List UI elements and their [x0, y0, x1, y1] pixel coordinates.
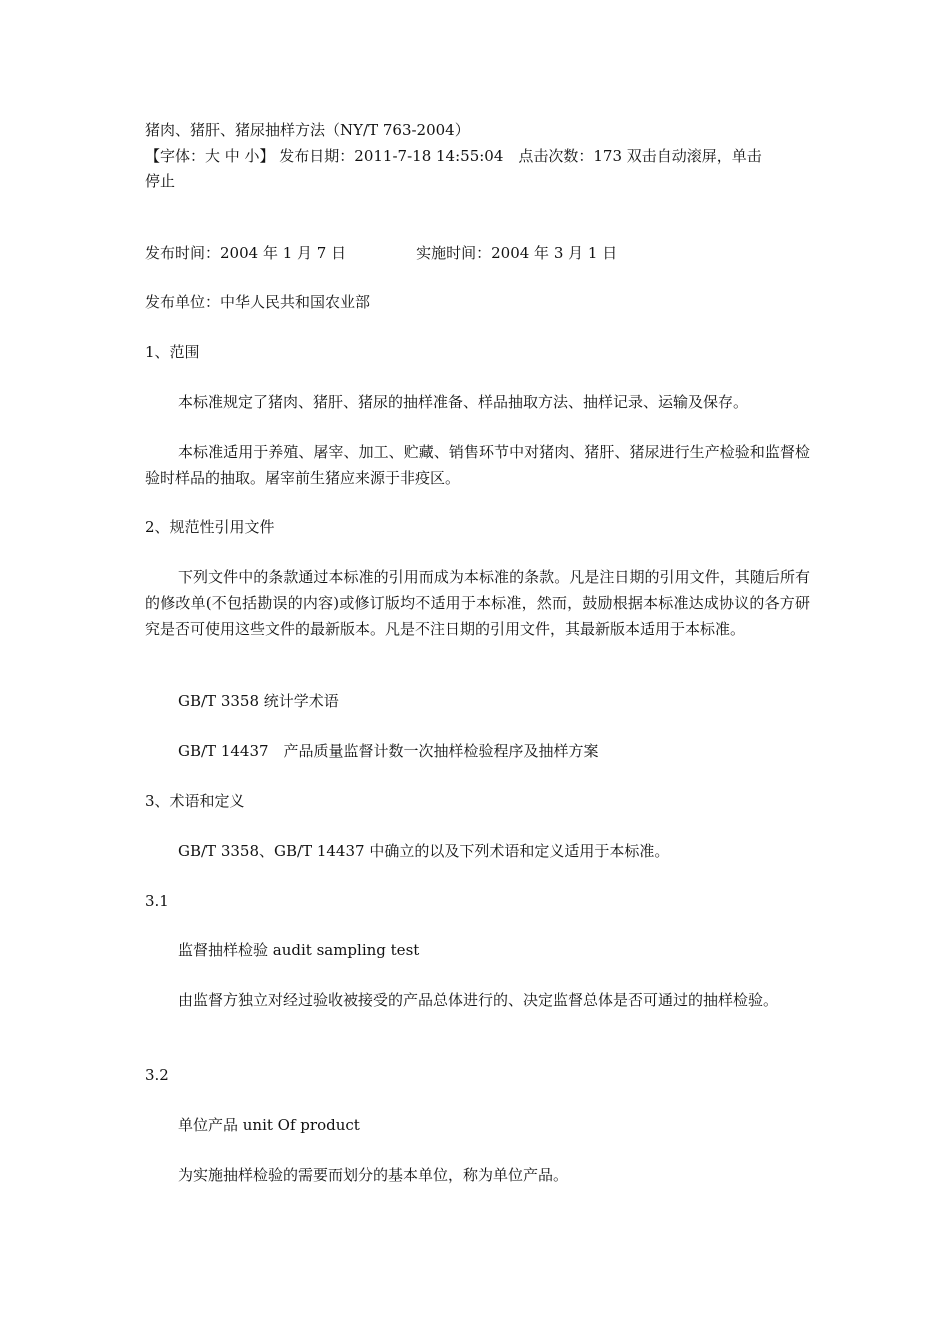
paragraph: GB/T 3358、GB/T 14437 中确立的以及下列术语和定义适用于本标准。: [178, 842, 670, 860]
release-date: 发布时间：2004 年 1 月 7 日: [145, 244, 347, 262]
effective-date: 实施时间：2004 年 3 月 1 日: [416, 244, 618, 262]
document-title: 猪肉、猪肝、猪尿抽样方法（NY/T 763-2004）: [145, 121, 470, 139]
paragraph: 本标准适用于养殖、屠宰、加工、贮藏、销售环节中对猪肉、猪肝、猪尿进行生产检验和监督检验时样品的抽取。屠宰前生猪应来源于非疫区。: [145, 443, 810, 487]
reference-item: GB/T 14437 产品质量监督计数一次抽样检验程序及抽样方案: [178, 742, 599, 760]
term-name: 监督抽样检验 audit sampling test: [178, 941, 420, 959]
meta-line: 【字体：大 中 小】 发布日期：2011-7-18 14:55:04 点击次数：173 双击自动滚屏，单击: [145, 147, 762, 165]
date-row: [145, 240, 617, 266]
term-definition: 由监督方独立对经过验收被接受的产品总体进行的、决定监督总体是否可通过的抽样检验。: [178, 991, 779, 1009]
paragraph: 本标准规定了猪肉、猪肝、猪尿的抽样准备、样品抽取方法、抽样记录、运输及保存。: [178, 393, 749, 411]
section-heading: 2、规范性引用文件: [145, 518, 275, 536]
reference-item: GB/T 3358 统计学术语: [178, 692, 339, 710]
section-heading: 3、术语和定义: [145, 792, 245, 810]
paragraph: 下列文件中的条款通过本标准的引用而成为本标准的条款。凡是注日期的引用文件，其随后所有的修改单(不包括勘误的内容)或修订版均不适用于本标准，然而，鼓励根据本标准达成协议的各方研究是否可使用这些文件的最新版本。凡是不注日期的引用文件，其最新版本适用于本标准。: [145, 568, 810, 638]
issuer: 发布单位：中华人民共和国农业部: [145, 293, 371, 311]
term-definition: 为实施抽样检验的需要而划分的基本单位，称为单位产品。: [178, 1166, 569, 1184]
term-name: 单位产品 unit Of product: [178, 1116, 360, 1134]
meta-line-continued: 停止: [145, 172, 176, 190]
term-number: 3.1: [145, 892, 169, 910]
term-number: 3.2: [145, 1066, 169, 1084]
section-heading: 1、范围: [145, 343, 200, 361]
